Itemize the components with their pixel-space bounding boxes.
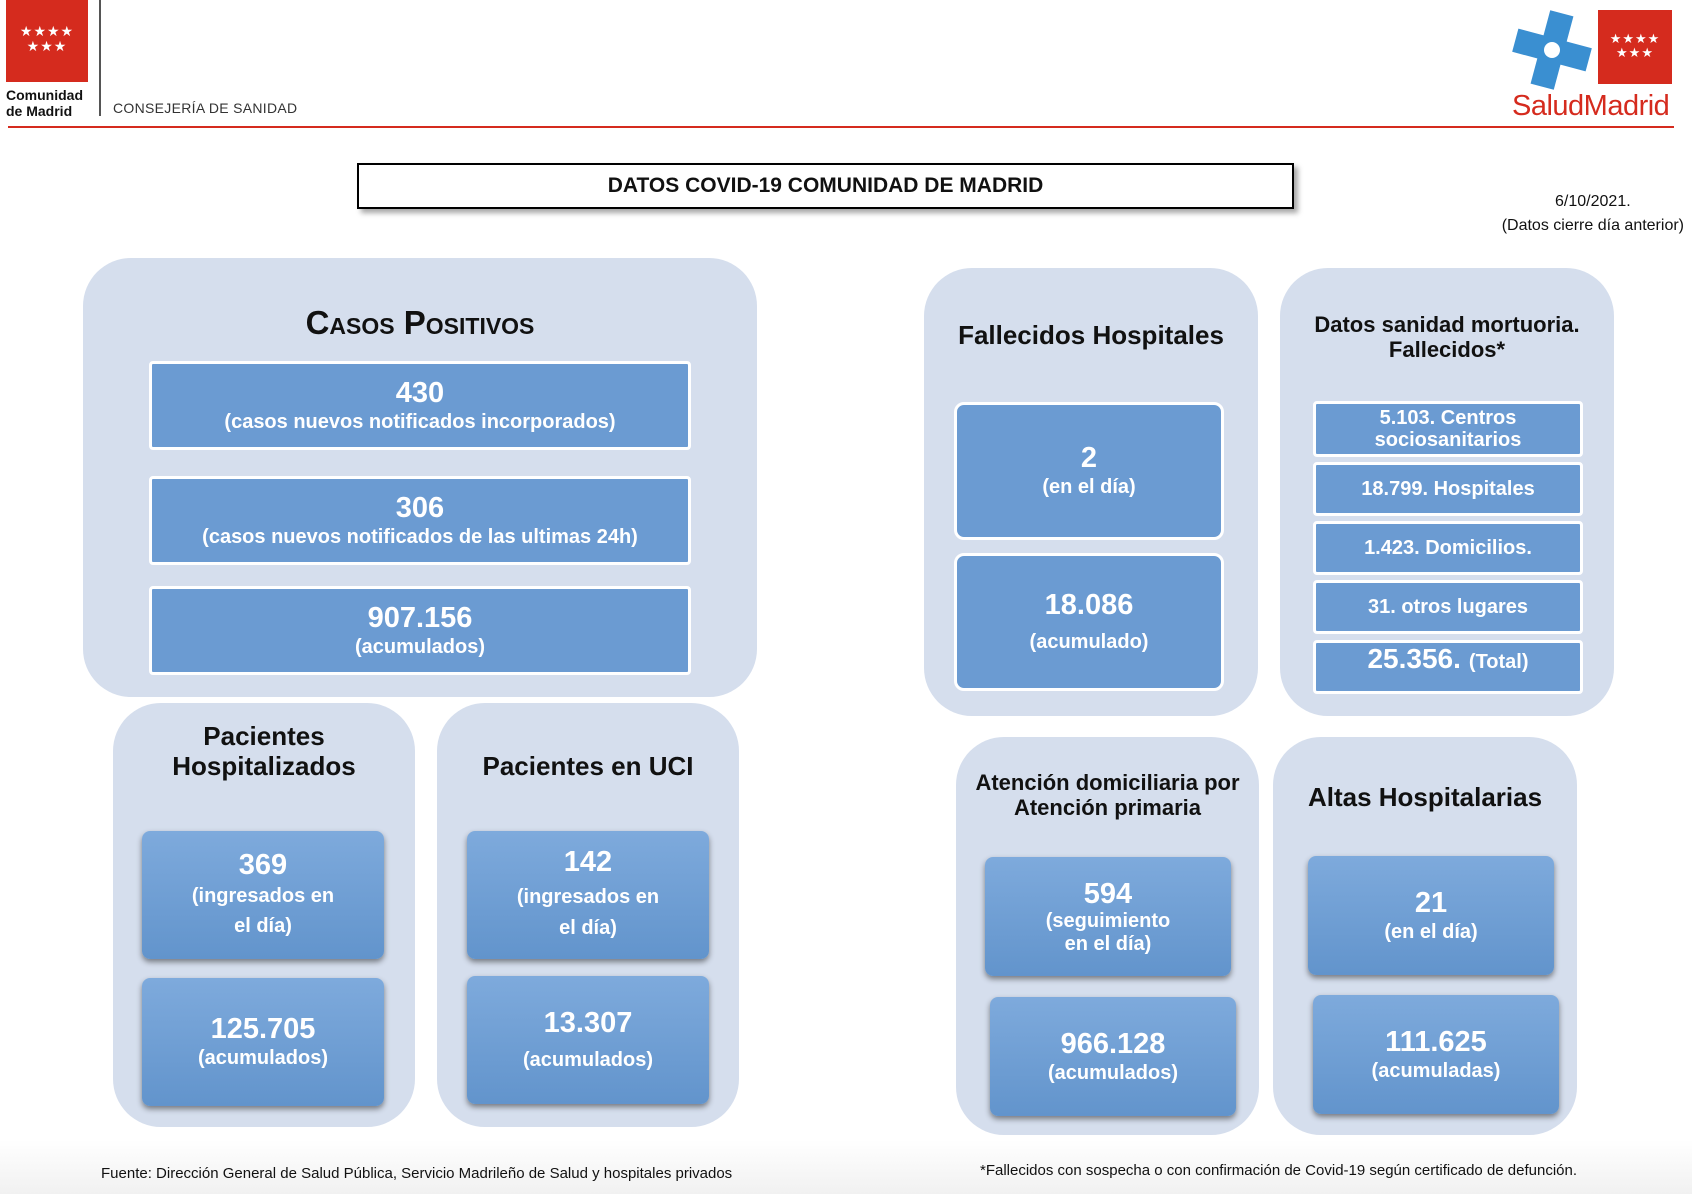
altas-dia: 21 (en el día) [1308, 856, 1554, 975]
uci-dia: 142 (ingresados en el día) [467, 831, 709, 959]
header-separator [99, 0, 101, 116]
panel-title: Pacientes en UCI [482, 751, 694, 781]
casos-nuevos-24h: 306 (casos nuevos notificados de las ultimas 24h) [149, 476, 691, 565]
salud-madrid-wordmark: SaludMadrid [1512, 90, 1670, 122]
madrid-flag-icon: ★★★★ ★★★ [6, 0, 88, 82]
atencion-domiciliaria-panel [956, 737, 1259, 1135]
fallecidos-hospitales-panel [924, 268, 1258, 716]
panel-title: Datos sanidad mortuoria. Fallecidos* [1314, 312, 1580, 362]
fallecidos-domicilios: 1.423. Domicilios. [1313, 521, 1583, 575]
salud-madrid-logo [1508, 6, 1676, 124]
fallecidos-dia: 2 (en el día) [954, 402, 1224, 540]
fallecidos-footnote: *Fallecidos con sospecha o con confirmación de Covid-19 según certificado de defunción. [980, 1162, 1578, 1179]
panel-title: Altas Hospitalarias [1307, 782, 1543, 812]
fallecidos-acumulado: 18.086 (acumulado) [954, 553, 1224, 691]
panel-title: Casos Positivos [305, 304, 535, 341]
uci-panel [437, 703, 739, 1127]
fallecidos-centros-sociosanitarios: 5.103. Centros sociosanitarios [1313, 401, 1583, 457]
altas-acumuladas: 111.625 (acumuladas) [1313, 995, 1559, 1114]
casos-nuevos-incorporados: 430 (casos nuevos notificados incorporados) [149, 361, 691, 450]
page-title: DATOS COVID-19 COMUNIDAD DE MADRID [357, 163, 1294, 209]
madrid-flag-icon: ★★★★ ★★★ [1598, 10, 1672, 84]
sanidad-mortuoria-panel [1280, 268, 1614, 716]
hospitalizados-dia: 369 (ingresados en el día) [142, 831, 384, 959]
fallecidos-hospitales: 18.799. Hospitales [1313, 462, 1583, 516]
atencion-seguimiento-dia: 594 (seguimiento en el día) [985, 857, 1231, 976]
star-of-life-icon [1512, 10, 1592, 90]
panel-title: Atención domiciliaria por Atención primaria [975, 770, 1240, 820]
region-name: Comunidad de Madrid [6, 87, 83, 119]
source-note: Fuente: Dirección General de Salud Pública, Servicio Madrileño de Salud y hospitales privados [101, 1165, 733, 1182]
fallecidos-otros-lugares: 31. otros lugares [1313, 580, 1583, 634]
atencion-acumulados: 966.128 (acumulados) [990, 997, 1236, 1116]
casos-acumulados: 907.156 (acumulados) [149, 586, 691, 675]
report-date: 6/10/2021. (Datos cierre día anterior) [1501, 193, 1684, 234]
uci-acumulados: 13.307 (acumulados) [467, 976, 709, 1104]
panel-title: Fallecidos Hospitales [958, 320, 1224, 350]
department-name: CONSEJERÍA DE SANIDAD [113, 100, 298, 116]
hospitalizados-panel [113, 703, 415, 1127]
casos-positivos-panel [83, 258, 757, 697]
comunidad-madrid-logo [6, 0, 88, 118]
altas-hospitalarias-panel [1273, 737, 1577, 1135]
header-divider [8, 126, 1674, 128]
hospitalizados-acumulados: 125.705 (acumulados) [142, 978, 384, 1106]
panel-title: Pacientes Hospitalizados [172, 721, 356, 781]
fallecidos-total: 25.356. (Total) [1313, 640, 1583, 694]
